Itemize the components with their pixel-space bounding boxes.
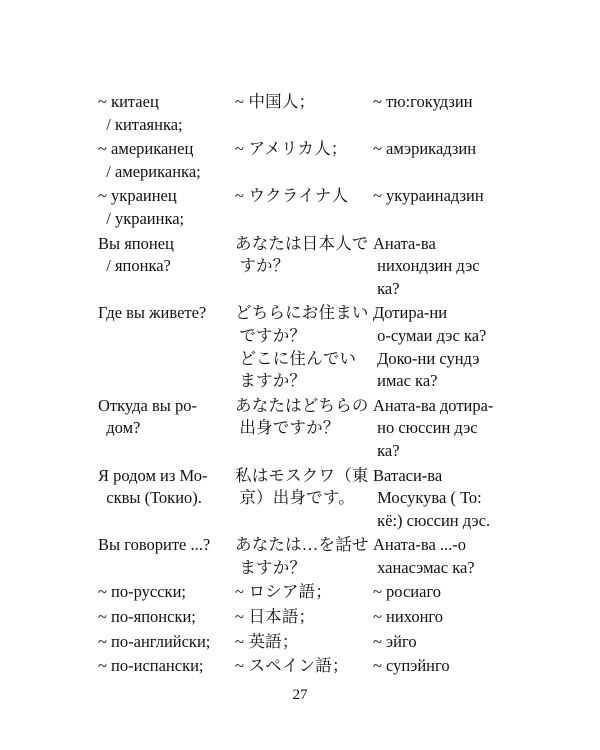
japanese-phrase: [235, 534, 373, 579]
romanization: [373, 631, 528, 654]
japanese-phrase: [235, 465, 373, 510]
russian-phrase-line: ~ американец: [98, 139, 194, 159]
romanization-line: ~ супэйнго: [373, 656, 450, 676]
romanization-line: кё:) сюссин дэс.: [373, 510, 491, 530]
japanese-phrase: [235, 91, 373, 114]
romanization-line: Аната-ва дотира-: [373, 395, 494, 415]
russian-phrase: [98, 302, 235, 325]
romanization: [373, 534, 528, 579]
russian-phrase-line: Откуда вы ро-: [98, 395, 197, 415]
romanization-line: Аната-ва: [373, 233, 436, 253]
japanese-phrase-line: あなたはどちらの: [235, 395, 369, 415]
russian-phrase: [98, 581, 235, 604]
romanization-line: ка?: [373, 278, 400, 298]
russian-phrase-line: Вы говорите ...?: [98, 535, 211, 555]
romanization-line: ~ укураинадзин: [373, 186, 484, 206]
romanization-line: ~ росиаго: [373, 582, 442, 602]
russian-phrase-line: ~ по-японски;: [98, 607, 196, 627]
romanization-line: Мосукува ( То:: [373, 488, 482, 508]
russian-phrase: [98, 631, 235, 654]
phrase-entry: [98, 581, 528, 604]
romanization: [373, 91, 528, 114]
romanization-line: ка?: [373, 440, 400, 460]
japanese-phrase-line: ~ スペイン語；: [235, 656, 349, 676]
russian-phrase-line: дом?: [98, 418, 141, 438]
russian-phrase-line: ~ по-испански;: [98, 656, 204, 676]
japanese-phrase: [235, 395, 373, 440]
romanization-line: о-сумаи дэс ка?: [373, 325, 487, 345]
romanization-line: но сюссин дэс: [373, 418, 478, 438]
japanese-phrase-line: 出身ですか？: [235, 418, 340, 438]
romanization: [373, 302, 528, 392]
romanization-line: нихондзин дэс: [373, 256, 480, 276]
phrase-entry: [98, 138, 528, 183]
romanization-line: Ватаси-ва: [373, 465, 443, 485]
japanese-phrase-line: ますか？: [235, 371, 307, 391]
russian-phrase-line: ~ украинец: [98, 186, 177, 206]
phrase-entry: [98, 465, 528, 533]
romanization-line: ханасэмас ка?: [373, 557, 475, 577]
page-number: 27: [292, 687, 308, 703]
romanization: [373, 581, 528, 604]
romanization: [373, 138, 528, 161]
phrase-entry: [98, 233, 528, 301]
phrase-entry: [98, 91, 528, 136]
russian-phrase-line: / американка;: [98, 161, 201, 181]
japanese-phrase: [235, 606, 373, 629]
phrase-entry: [98, 534, 528, 579]
japanese-phrase: [235, 581, 373, 604]
japanese-phrase-line: ~ ロシア語；: [235, 582, 332, 602]
phrase-entry: [98, 395, 528, 463]
phrasebook-table: [98, 91, 528, 680]
russian-phrase-line: / китаянка;: [98, 114, 183, 134]
romanization: [373, 395, 528, 463]
japanese-phrase-line: あなたは…を話せ: [235, 535, 369, 555]
japanese-phrase-line: あなたは日本人で: [235, 233, 369, 253]
romanization-line: ~ тю:гокудзин: [373, 92, 473, 111]
russian-phrase-line: Где вы живете?: [98, 303, 207, 323]
japanese-phrase-line: どこに住んでい: [235, 348, 357, 368]
russian-phrase: [98, 465, 235, 510]
romanization-line: Дотира-ни: [373, 303, 448, 323]
japanese-phrase-line: ですか？: [235, 325, 307, 345]
phrase-entry: [98, 185, 528, 230]
phrase-entry: [98, 606, 528, 629]
russian-phrase: [98, 606, 235, 629]
russian-phrase-line: Вы японец: [98, 233, 174, 253]
japanese-phrase-line: すか？: [235, 256, 290, 276]
romanization: [373, 606, 528, 629]
romanization: [373, 655, 528, 678]
japanese-phrase-line: ますか？: [235, 557, 307, 577]
russian-phrase-line: ~ по-английски;: [98, 631, 211, 651]
japanese-phrase: [235, 631, 373, 654]
romanization: [373, 233, 528, 301]
japanese-phrase-line: ~ ウクライナ人: [235, 186, 349, 206]
phrase-entry: [98, 655, 528, 678]
russian-phrase: [98, 534, 235, 557]
russian-phrase-line: Я родом из Мо-: [98, 465, 208, 485]
romanization: [373, 185, 528, 208]
japanese-phrase-line: ~ 日本語；: [235, 607, 316, 627]
russian-phrase: [98, 91, 235, 136]
russian-phrase-line: сквы (Токио).: [98, 488, 202, 508]
phrase-entry: [98, 302, 528, 392]
romanization-line: ~ нихонго: [373, 607, 444, 627]
japanese-phrase-line: ~ 英語；: [235, 631, 299, 651]
russian-phrase: [98, 395, 235, 440]
japanese-phrase-line: ~ アメリカ人；: [235, 139, 348, 159]
romanization-line: Доко-ни сундэ: [373, 348, 480, 368]
japanese-phrase-line: 私はモスクワ（東: [235, 465, 369, 485]
russian-phrase-line: ~ по-русски;: [98, 582, 186, 602]
japanese-phrase: [235, 138, 373, 161]
romanization-line: Аната-ва ...-о: [373, 535, 467, 555]
japanese-phrase-line: 京）出身です。: [235, 488, 355, 508]
romanization-line: имас ка?: [373, 371, 438, 391]
russian-phrase: [98, 233, 235, 278]
russian-phrase-line: ~ китаец: [98, 92, 159, 111]
russian-phrase: [98, 138, 235, 183]
romanization-line: ~ эйго: [373, 631, 417, 651]
japanese-phrase: [235, 655, 373, 678]
japanese-phrase-line: ~ 中国人；: [235, 92, 316, 111]
russian-phrase-line: / японка?: [98, 256, 171, 276]
russian-phrase-line: / украинка;: [98, 208, 185, 228]
japanese-phrase: [235, 233, 373, 278]
russian-phrase: [98, 185, 235, 230]
phrase-entry: [98, 631, 528, 654]
romanization: [373, 465, 528, 533]
japanese-phrase-line: どちらにお住まい: [235, 303, 369, 323]
russian-phrase: [98, 655, 235, 678]
japanese-phrase: [235, 302, 373, 392]
romanization-line: ~ амэрикадзин: [373, 139, 477, 159]
japanese-phrase: [235, 185, 373, 208]
